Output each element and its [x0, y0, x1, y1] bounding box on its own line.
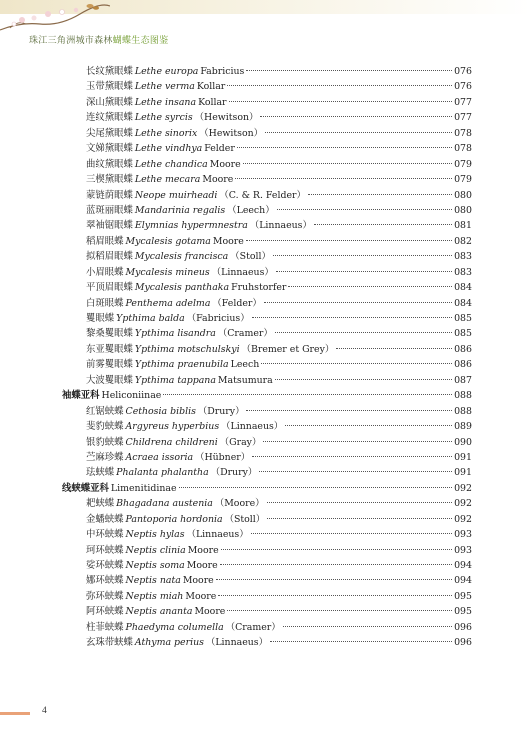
page-ref: 094 [454, 575, 472, 587]
author-name: （Stoll） [224, 513, 266, 525]
toc-entry-row[interactable] [62, 157, 472, 172]
dot-leader [179, 487, 453, 488]
chinese-name: 长纹黛眼蝶 [86, 66, 133, 77]
chinese-name: 弥环蛱蝶 [86, 590, 124, 602]
page-ref: 076 [454, 81, 472, 93]
chinese-name: 银豹蛱蝶 [86, 436, 124, 448]
dot-leader [216, 579, 452, 580]
toc-entry-row[interactable] [62, 234, 472, 249]
toc-entry-row[interactable] [62, 558, 472, 573]
toc-entry-row[interactable] [62, 172, 472, 187]
scientific-name: Cethosia biblis [125, 405, 196, 417]
dot-leader [246, 240, 452, 241]
toc-entry-row[interactable] [62, 543, 472, 558]
dot-leader [264, 302, 452, 303]
chinese-name: 东亚矍眼蝶 [86, 343, 133, 355]
author-name: Moore [212, 235, 244, 247]
author-name: （Moore） [214, 498, 265, 510]
author-name: Kollar [198, 96, 227, 108]
dot-leader [270, 641, 452, 642]
page-ref: 092 [454, 498, 472, 510]
author-name: Felder [204, 143, 235, 155]
scientific-name: Mycalesis mineus [125, 266, 210, 278]
scientific-name: Lethe verma [134, 81, 195, 93]
dot-leader [276, 271, 452, 272]
author-name: Fruhstorfer [231, 282, 287, 294]
scientific-name: Ypthima motschulskyi [134, 343, 240, 355]
toc-entry-row[interactable] [62, 64, 472, 79]
dot-leader [259, 471, 452, 472]
chinese-name: 斐豹蛱蝶 [86, 421, 124, 433]
chinese-name: 蒙链荫眼蝶 [86, 189, 133, 201]
chinese-name: 红锯蛱蝶 [86, 405, 124, 417]
page-ref: 080 [454, 189, 472, 201]
dot-leader [308, 194, 452, 195]
scientific-name: Ypthima lisandra [134, 328, 216, 340]
chinese-name: 小眉眼蝶 [86, 266, 124, 278]
chinese-name: 曲纹黛眼蝶 [86, 158, 133, 170]
author-name: Moore [182, 575, 214, 587]
page-ref: 080 [454, 204, 472, 216]
toc-entry-row[interactable] [62, 218, 472, 233]
chinese-name: 尖尾黛眼蝶 [86, 127, 133, 139]
scientific-name: Argyreus hyperbius [125, 421, 220, 433]
scientific-name: Neope muirheadi [134, 189, 218, 201]
page-ref: 079 [454, 174, 472, 186]
page-ref: 088 [454, 390, 472, 402]
page-ref: 095 [454, 590, 472, 602]
dot-leader [267, 502, 453, 503]
author-name: （Linnaeus） [186, 529, 249, 541]
toc-entry-row[interactable] [62, 126, 472, 141]
scientific-name: Phaedyma columella [125, 621, 224, 633]
page-ref: 083 [454, 266, 472, 278]
scientific-name: Neptis soma [125, 560, 185, 571]
dot-leader [285, 425, 452, 426]
scientific-name: Neptis clinia [125, 544, 186, 556]
author-name: （Fabricius） [186, 313, 250, 324]
toc-entry-row[interactable] [62, 311, 472, 326]
dot-leader [227, 85, 452, 86]
chinese-name: 耙蛱蝶 [86, 498, 115, 510]
toc-entry-row[interactable] [62, 357, 472, 372]
toc-entry-row[interactable] [62, 435, 472, 450]
author-name: Kollar [196, 81, 226, 93]
page-ref: 077 [454, 112, 472, 124]
page-ref: 079 [454, 158, 472, 170]
header-flower-illustration [0, 0, 110, 36]
toc-entry-row[interactable] [62, 450, 472, 465]
page-ref: 088 [454, 405, 472, 417]
page-ref: 083 [454, 251, 472, 263]
dot-leader [263, 441, 452, 442]
dot-leader [235, 178, 452, 179]
page-ref: 091 [454, 467, 472, 479]
author-name: Leech [230, 359, 260, 371]
chinese-name: 柱菲蛱蝶 [86, 621, 124, 633]
page-ref: 092 [454, 513, 472, 525]
page-ref: 082 [454, 235, 472, 247]
toc-entry-row[interactable] [62, 496, 472, 511]
toc-entry-row[interactable] [62, 635, 472, 650]
scientific-name: Penthema adelma [125, 297, 211, 309]
dot-leader [243, 163, 452, 164]
author-name: （Stoll） [230, 251, 271, 263]
author-name: （Linnaeus） [221, 421, 284, 433]
page-ref: 081 [454, 220, 472, 232]
scientific-name: Lethe vindhya [134, 143, 203, 155]
dot-leader [314, 224, 452, 225]
author-name: Moore [187, 544, 219, 556]
page-ref: 096 [454, 637, 472, 649]
table-of-contents [62, 64, 472, 651]
page-ref: 086 [454, 343, 472, 355]
scientific-name: Lethe europa [134, 66, 199, 77]
book-title [29, 33, 169, 46]
chinese-name: 苎麻珍蝶 [86, 451, 124, 463]
chinese-name: 矍眼蝶 [86, 313, 115, 324]
scientific-name: Neptis nata [125, 575, 181, 587]
scientific-name: Acraea issoria [125, 451, 194, 463]
chinese-name: 翠袖锯眼蝶 [86, 220, 133, 232]
scientific-name: Neptis hylas [125, 529, 185, 541]
page-ref: 076 [454, 66, 472, 77]
author-name: （Cramer） [225, 621, 281, 633]
page-number: 4 [42, 706, 47, 716]
scientific-name: Elymnias hypermnestra [134, 220, 248, 232]
page-ref: 085 [454, 328, 472, 340]
author-name: （Linnaeus） [211, 266, 274, 278]
author-name: （Hübner） [195, 451, 251, 463]
chinese-name: 三楔黛眼蝶 [86, 174, 133, 186]
book-title-prefix: 珠江三角洲城市森林 [29, 36, 113, 46]
dot-leader [277, 209, 452, 210]
dot-leader [227, 610, 452, 611]
chinese-name: 前雾矍眼蝶 [86, 359, 133, 371]
dot-leader [251, 533, 452, 534]
dot-leader [260, 116, 452, 117]
scientific-name: Neptis ananta [125, 606, 193, 618]
dot-leader [283, 626, 452, 627]
scientific-name: Childrena childreni [125, 436, 218, 448]
subfamily-latin-name: Limenitidinae [110, 482, 177, 494]
page-header [0, 0, 531, 58]
author-name: Fabricius [200, 66, 245, 77]
page-ref: 089 [454, 421, 472, 433]
scientific-name: Mycalesis panthaka [134, 282, 230, 294]
scientific-name: Ypthima balda [116, 313, 185, 324]
toc-entry-row[interactable] [62, 296, 472, 311]
dot-leader [252, 456, 452, 457]
author-name: （Drury） [197, 405, 245, 417]
dot-leader [275, 379, 452, 380]
chinese-name: 线蛱蝶亚科 [62, 482, 109, 494]
toc-entry-row[interactable] [62, 110, 472, 125]
page-ref: 085 [454, 313, 472, 324]
page-ref: 090 [454, 436, 472, 448]
author-name: （Felder） [212, 297, 262, 309]
toc-entry-row[interactable] [62, 326, 472, 341]
toc-entry-row[interactable] [62, 265, 472, 280]
toc-entry-row[interactable] [62, 95, 472, 110]
author-name: （Hewitson） [194, 112, 259, 124]
toc-entry-row[interactable] [62, 419, 472, 434]
dot-leader [220, 564, 452, 565]
toc-entry-row[interactable] [62, 141, 472, 156]
toc-entry-row[interactable] [62, 404, 472, 419]
dot-leader [218, 595, 452, 596]
scientific-name: Lethe syrcis [134, 112, 193, 124]
toc-entry-row[interactable] [62, 79, 472, 94]
scientific-name: Lethe insana [134, 96, 197, 108]
page-ref: 091 [454, 451, 472, 463]
scientific-name: Mycalesis gotama [125, 235, 211, 247]
dot-leader [261, 363, 452, 364]
dot-leader [237, 147, 452, 148]
toc-subfamily-row[interactable] [62, 388, 472, 403]
chinese-name: 文娣黛眼蝶 [86, 143, 133, 155]
page-ref: 093 [454, 529, 472, 541]
toc-subfamily-row[interactable] [62, 481, 472, 496]
author-name: （Linnaeus） [249, 220, 312, 232]
toc-entry-row[interactable] [62, 342, 472, 357]
author-name: Matsumura [217, 374, 273, 386]
author-name: （Cramer） [217, 328, 273, 340]
chinese-name: 玄珠带蛱蝶 [86, 637, 133, 649]
author-name: （Bremer et Grey） [241, 343, 335, 355]
page-ref: 094 [454, 560, 472, 571]
chinese-name: 连纹黛眼蝶 [86, 112, 133, 124]
toc-entry-row[interactable] [62, 604, 472, 619]
page-ref: 078 [454, 127, 472, 139]
scientific-name: Bhagadana austenia [116, 498, 213, 510]
author-name: （Leech） [227, 204, 275, 216]
page-ref: 086 [454, 359, 472, 371]
page-ref: 084 [454, 297, 472, 309]
toc-entry-row[interactable] [62, 465, 472, 480]
dot-leader [336, 348, 452, 349]
footer-accent-bar [0, 712, 30, 715]
toc-entry-row[interactable] [62, 249, 472, 264]
dot-leader [221, 549, 452, 550]
chinese-name: 白斑眼蝶 [86, 297, 124, 309]
toc-entry-row[interactable] [62, 512, 472, 527]
scientific-name: Ypthima tappana [134, 374, 216, 386]
author-name: （Gray） [219, 436, 262, 448]
page-ref: 084 [454, 282, 472, 294]
book-title-highlight: 蝴蝶生态图鉴 [112, 36, 169, 46]
scientific-name: Lethe chandica [134, 158, 208, 170]
dot-leader [163, 394, 452, 395]
toc-entry-row[interactable] [62, 280, 472, 295]
dot-leader [265, 132, 452, 133]
author-name: Moore [186, 560, 218, 571]
toc-entry-row[interactable] [62, 527, 472, 542]
dot-leader [229, 101, 453, 102]
toc-entry-row[interactable] [62, 589, 472, 604]
chinese-name: 深山黛眼蝶 [86, 96, 133, 108]
chinese-name: 大波矍眼蝶 [86, 374, 133, 386]
chinese-name: 拟稻眉眼蝶 [86, 251, 133, 263]
author-name: Moore [202, 174, 234, 186]
author-name: （Linnaeus） [205, 637, 268, 649]
scientific-name: Mandarinia regalis [134, 204, 226, 216]
dot-leader [246, 410, 452, 411]
scientific-name: Athyma perius [134, 637, 204, 649]
page-ref: 077 [454, 96, 472, 108]
dot-leader [275, 332, 452, 333]
chinese-name: 金蟠蛱蝶 [86, 513, 124, 525]
subfamily-latin-name: Heliconiinae [101, 390, 162, 402]
author-name: Moore [194, 606, 226, 618]
page-ref: 078 [454, 143, 472, 155]
page-ref: 087 [454, 374, 472, 386]
page-ref: 096 [454, 621, 472, 633]
scientific-name: Mycalesis francisca [134, 251, 229, 263]
toc-entry-row[interactable] [62, 373, 472, 388]
author-name: （Hewitson） [199, 127, 264, 139]
page-ref: 095 [454, 606, 472, 618]
toc-entry-row[interactable] [62, 203, 472, 218]
chinese-name: 阿环蛱蝶 [86, 606, 124, 618]
chinese-name: 玉带黛眼蝶 [86, 81, 133, 93]
scientific-name: Phalanta phalantha [116, 467, 209, 479]
scientific-name: Lethe mecara [134, 174, 201, 186]
scientific-name: Pantoporia hordonia [125, 513, 223, 525]
dot-leader [273, 255, 452, 256]
dot-leader [252, 317, 453, 318]
chinese-name: 中环蛱蝶 [86, 529, 124, 541]
scientific-name: Neptis miah [125, 590, 184, 602]
page-ref: 093 [454, 544, 472, 556]
chinese-name: 珐蛱蝶 [86, 467, 115, 479]
dot-leader [267, 518, 452, 519]
dot-leader [288, 286, 452, 287]
scientific-name: Lethe sinorix [134, 127, 198, 139]
toc-entry-row[interactable] [62, 620, 472, 635]
chinese-name: 娜环蛱蝶 [86, 575, 124, 587]
chinese-name: 黎桑矍眼蝶 [86, 328, 133, 340]
page-ref: 092 [454, 482, 472, 494]
scientific-name: Ypthima praenubila [134, 359, 229, 371]
author-name: Moore [185, 590, 217, 602]
chinese-name: 蓝斑丽眼蝶 [86, 204, 133, 216]
dot-leader [246, 70, 452, 71]
chinese-name: 袖蝶亚科 [62, 390, 100, 402]
author-name: （C. & R. Felder） [219, 189, 306, 201]
author-name: （Drury） [210, 467, 258, 479]
chinese-name: 娑环蛱蝶 [86, 560, 124, 571]
toc-entry-row[interactable] [62, 188, 472, 203]
author-name: Moore [209, 158, 241, 170]
chinese-name: 平顶眉眼蝶 [86, 282, 133, 294]
chinese-name: 稻眉眼蝶 [86, 235, 124, 247]
chinese-name: 珂环蛱蝶 [86, 544, 124, 556]
toc-entry-row[interactable] [62, 573, 472, 588]
